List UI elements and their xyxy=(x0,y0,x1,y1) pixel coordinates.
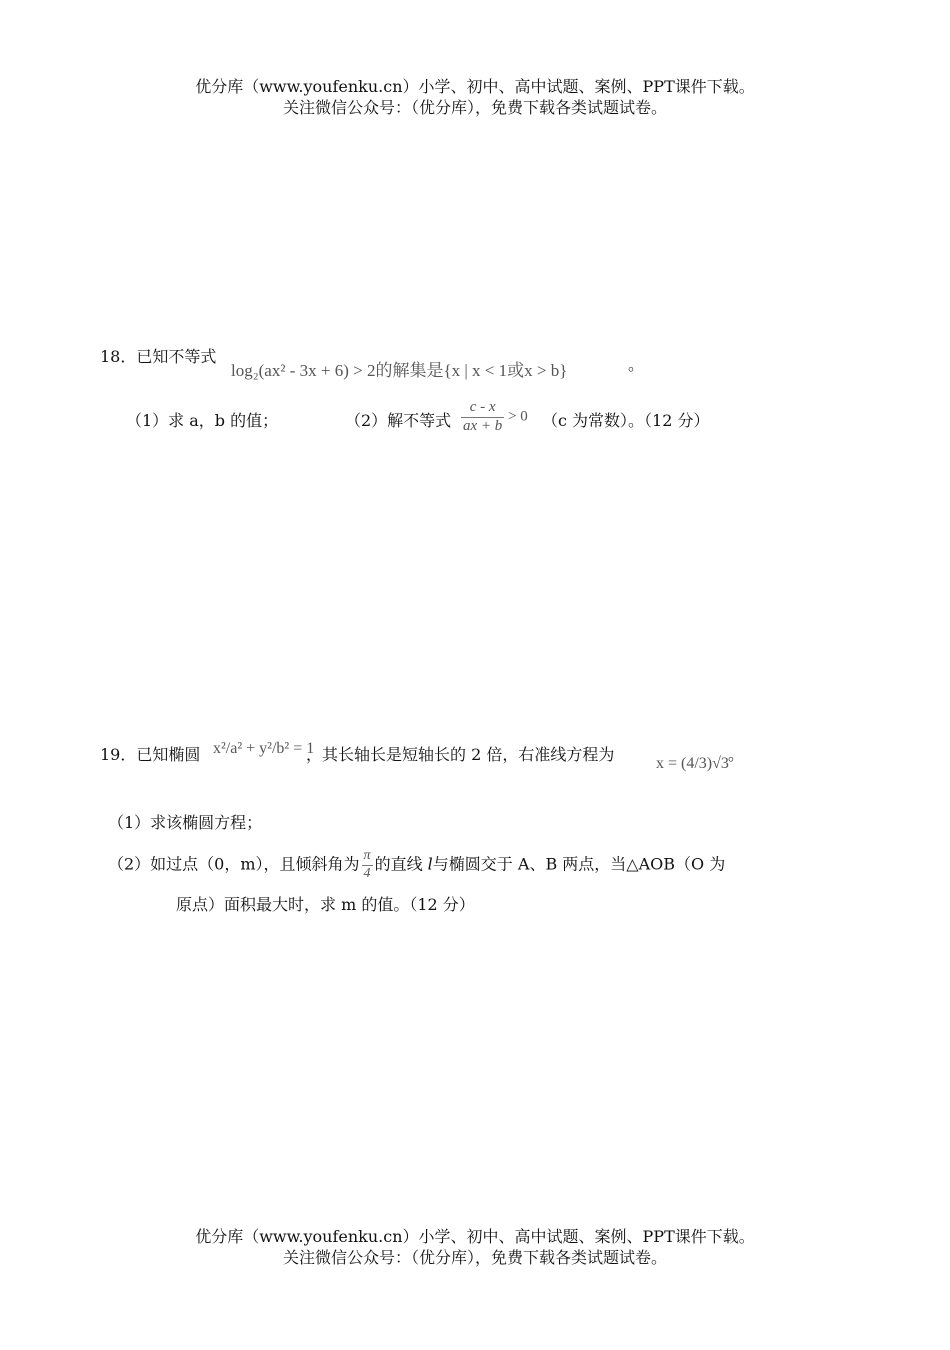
sentence-end: 。 xyxy=(628,355,645,374)
fraction-rhs: > 0 xyxy=(508,408,528,425)
directrix-equation: x = (4/3)√3 xyxy=(656,755,729,772)
angle-fraction xyxy=(362,849,373,881)
question-19-part-2-line-1 xyxy=(108,849,725,881)
part-2-text-a: （2）如过点（0，m），且倾斜角为 xyxy=(108,854,360,874)
fraction-denominator: ax + b xyxy=(463,417,503,434)
line-variable: l xyxy=(427,854,433,874)
question-intro: 已知不等式 xyxy=(136,347,217,366)
angle-numerator: π xyxy=(362,849,373,866)
part-2-text-b: 的直线 xyxy=(374,854,423,874)
question-19-part-1: （1）求该椭圆方程； xyxy=(108,813,263,832)
header-line-2: 关注微信公众号：（优分库），免费下载各类试题试卷。 xyxy=(282,98,667,117)
question-18-stem xyxy=(100,344,216,367)
question-number: 18． xyxy=(100,347,137,366)
question-19-stem xyxy=(100,742,200,765)
question-intro: 已知椭圆 xyxy=(136,745,201,764)
part-2-text-c: 与椭圆交于 A、B 两点，当△AOB（O 为 xyxy=(432,854,726,874)
question-19-part-2-line-2: 原点）面积最大时，求 m 的值。（12 分） xyxy=(176,895,475,914)
header-line-1: 优分库（www.youfenku.cn）小学、初中、高中试题、案例、PPT课件下载。 xyxy=(195,77,755,96)
footer-line-2: 关注微信公众号：（优分库），免费下载各类试题试卷。 xyxy=(282,1248,667,1267)
footer-line-1: 优分库（www.youfenku.cn）小学、初中、高中试题、案例、PPT课件下载。 xyxy=(195,1227,755,1246)
sentence-end: 。 xyxy=(728,745,745,764)
question-19-mid: ，其长轴长是短轴长的 2 倍，右准线方程为 xyxy=(306,745,615,764)
question-18-part-2-prefix: （2）解不等式 xyxy=(345,411,452,430)
question-number: 19． xyxy=(100,745,137,764)
inequality-formula: log₂(ax² - 3x + 6) > 2的解集是{x | x < 1或x > b} xyxy=(231,361,568,380)
ellipse-equation: x²/a² + y²/b² = 1 xyxy=(213,740,315,757)
angle-denominator: 4 xyxy=(363,865,371,881)
fraction-numerator: c - x xyxy=(461,400,504,418)
question-18-part-2-suffix: （c 为常数）。（12 分） xyxy=(542,411,710,430)
fraction-expression xyxy=(461,400,528,435)
question-18-part-1: （1）求 a，b 的值； xyxy=(126,411,279,430)
